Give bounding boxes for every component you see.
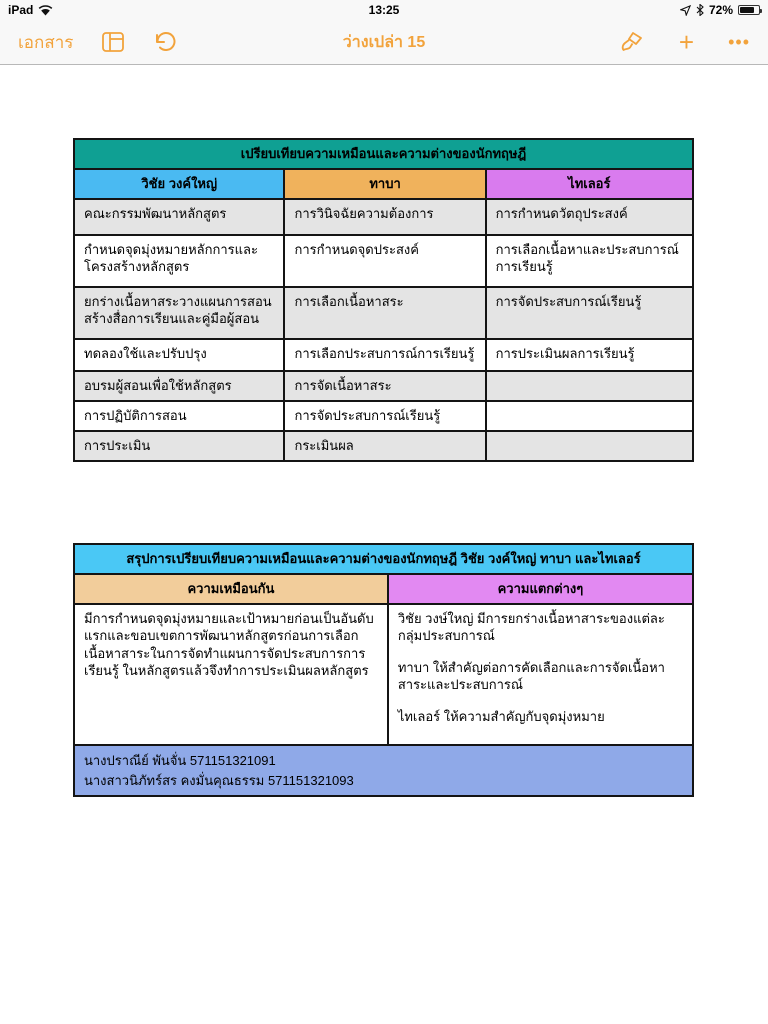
toolbar [0, 20, 768, 65]
table-cell[interactable]: การจัดเนื้อหาสระ [284, 371, 485, 401]
layout-panes-icon[interactable] [101, 30, 125, 54]
summary-table-title[interactable]: สรุปการเปรียบเทียบความเหมือนและความต่างของนักทฤษฎี วิชัย วงค์ใหญ่ ทาบา และไทเลอร์ [74, 544, 693, 574]
table-row [74, 235, 693, 287]
table-cell[interactable]: การปฏิบัติการสอน [74, 401, 284, 431]
table-cell[interactable] [486, 431, 693, 461]
table-cell[interactable]: กระเมินผล [284, 431, 485, 461]
table-cell[interactable]: การประเมิน [74, 431, 284, 461]
table-row [74, 287, 693, 339]
table-row [74, 431, 693, 461]
more-icon[interactable]: ••• [728, 31, 750, 52]
column-header-tyler[interactable]: ไทเลอร์ [486, 169, 693, 199]
table-cell[interactable]: การเลือกเนื้อหาและประสบการณ์การเรียนรู้ [486, 235, 693, 287]
document-page[interactable] [0, 65, 768, 1024]
table-row [74, 401, 693, 431]
column-header-taba[interactable]: ทาบา [284, 169, 485, 199]
documents-button[interactable]: เอกสาร [18, 29, 73, 56]
clock: 13:25 [368, 3, 400, 17]
table-cell[interactable]: การประเมินผลการเรียนรู้ [486, 339, 693, 371]
authors-cell[interactable] [74, 745, 693, 796]
table-row [74, 339, 693, 371]
column-header-wichai[interactable]: วิชัย วงค์ใหญ่ [74, 169, 284, 199]
comparison-table-title[interactable]: เปรียบเทียบความเหมือนและความต่างของนักทฤษฎี [74, 139, 693, 169]
table-cell[interactable]: การจัดประสบการณ์เรียนรู้ [486, 287, 693, 339]
document-title[interactable]: ว่างเปล่า 15 [342, 33, 426, 51]
author-line: นางสาวนิภัทร์สร คงมั่นคุณธรรม 571151321093 [84, 772, 354, 788]
table-cell[interactable]: การกำหนดจุดประสงค์ [284, 235, 485, 287]
table-cell[interactable]: คณะกรรมพัฒนาหลักสูตร [74, 199, 284, 235]
comparison-table[interactable] [73, 138, 694, 462]
table-cell[interactable]: การเลือกประสบการณ์การเรียนรู้ [284, 339, 485, 371]
table-cell[interactable]: อบรมผู้สอนเพื่อใช้หลักสูตร [74, 371, 284, 401]
battery-icon [738, 5, 760, 15]
difference-paragraph: ทาบา ให้สำคัญต่อการคัดเลือกและการจัดเนื้อหา สาระและประสบการณ์ [397, 659, 665, 693]
location-arrow-icon [680, 5, 691, 16]
bluetooth-icon [696, 4, 704, 16]
table-row [74, 199, 693, 235]
table-cell[interactable]: ยกร่างเนื้อหาสระวางแผนการสอน สร้างสื่อการเรียนและคู่มือผู้สอน [74, 287, 284, 339]
table-cell[interactable] [486, 371, 693, 401]
undo-icon[interactable] [153, 31, 178, 53]
column-header-differences[interactable]: ความแตกต่างๆ [388, 574, 693, 604]
add-icon[interactable]: + [678, 26, 695, 57]
summary-table[interactable] [73, 543, 694, 797]
table-cell[interactable]: การจัดประสบการณ์เรียนรู้ [284, 401, 485, 431]
table-cell[interactable]: ทดลองใช้และปรับปรุง [74, 339, 284, 371]
table-cell[interactable]: กำหนดจุดมุ่งหมายหลักการและโครงสร้างหลักสูตร [74, 235, 284, 287]
status-bar [0, 0, 768, 20]
differences-cell[interactable] [388, 604, 693, 746]
table-cell[interactable] [486, 401, 693, 431]
table-row [74, 371, 693, 401]
device-label: iPad [8, 3, 34, 17]
column-header-similarities[interactable]: ความเหมือนกัน [74, 574, 388, 604]
format-brush-icon[interactable] [619, 29, 645, 55]
battery-percent: 72% [708, 3, 733, 17]
difference-paragraph: วิชัย วงษ์ใหญ่ มีการยกร่างเนื้อหาสาระของแต่ละกลุ่มประสบการณ์ [397, 610, 665, 644]
difference-paragraph: ไทเลอร์ ให้ความสำคัญกับจุดมุ่งหมาย [397, 708, 605, 724]
similarities-cell[interactable]: มีการกำหนดจุดมุ่งหมายและเป้าหมายก่อนเป็นอันดับแรกและขอบเขตการพัฒนาหลักสูตรก่อนการเลือกเนื้อหาสาระในการจัดทำแผนการจัดประสบการการเรียนรู้ ในหลักสูตรแล้วจึงทำการประเมินผลหลักสูตร [74, 604, 388, 746]
wifi-icon [38, 5, 53, 16]
table-cell[interactable]: การเลือกเนื้อหาสระ [284, 287, 485, 339]
table-cell[interactable]: การวินิจฉัยความต้องการ [284, 199, 485, 235]
table-cell[interactable]: การกำหนดวัตถุประสงค์ [486, 199, 693, 235]
author-line: นางปราณีย์ พันจั่น 571151321091 [84, 753, 276, 769]
